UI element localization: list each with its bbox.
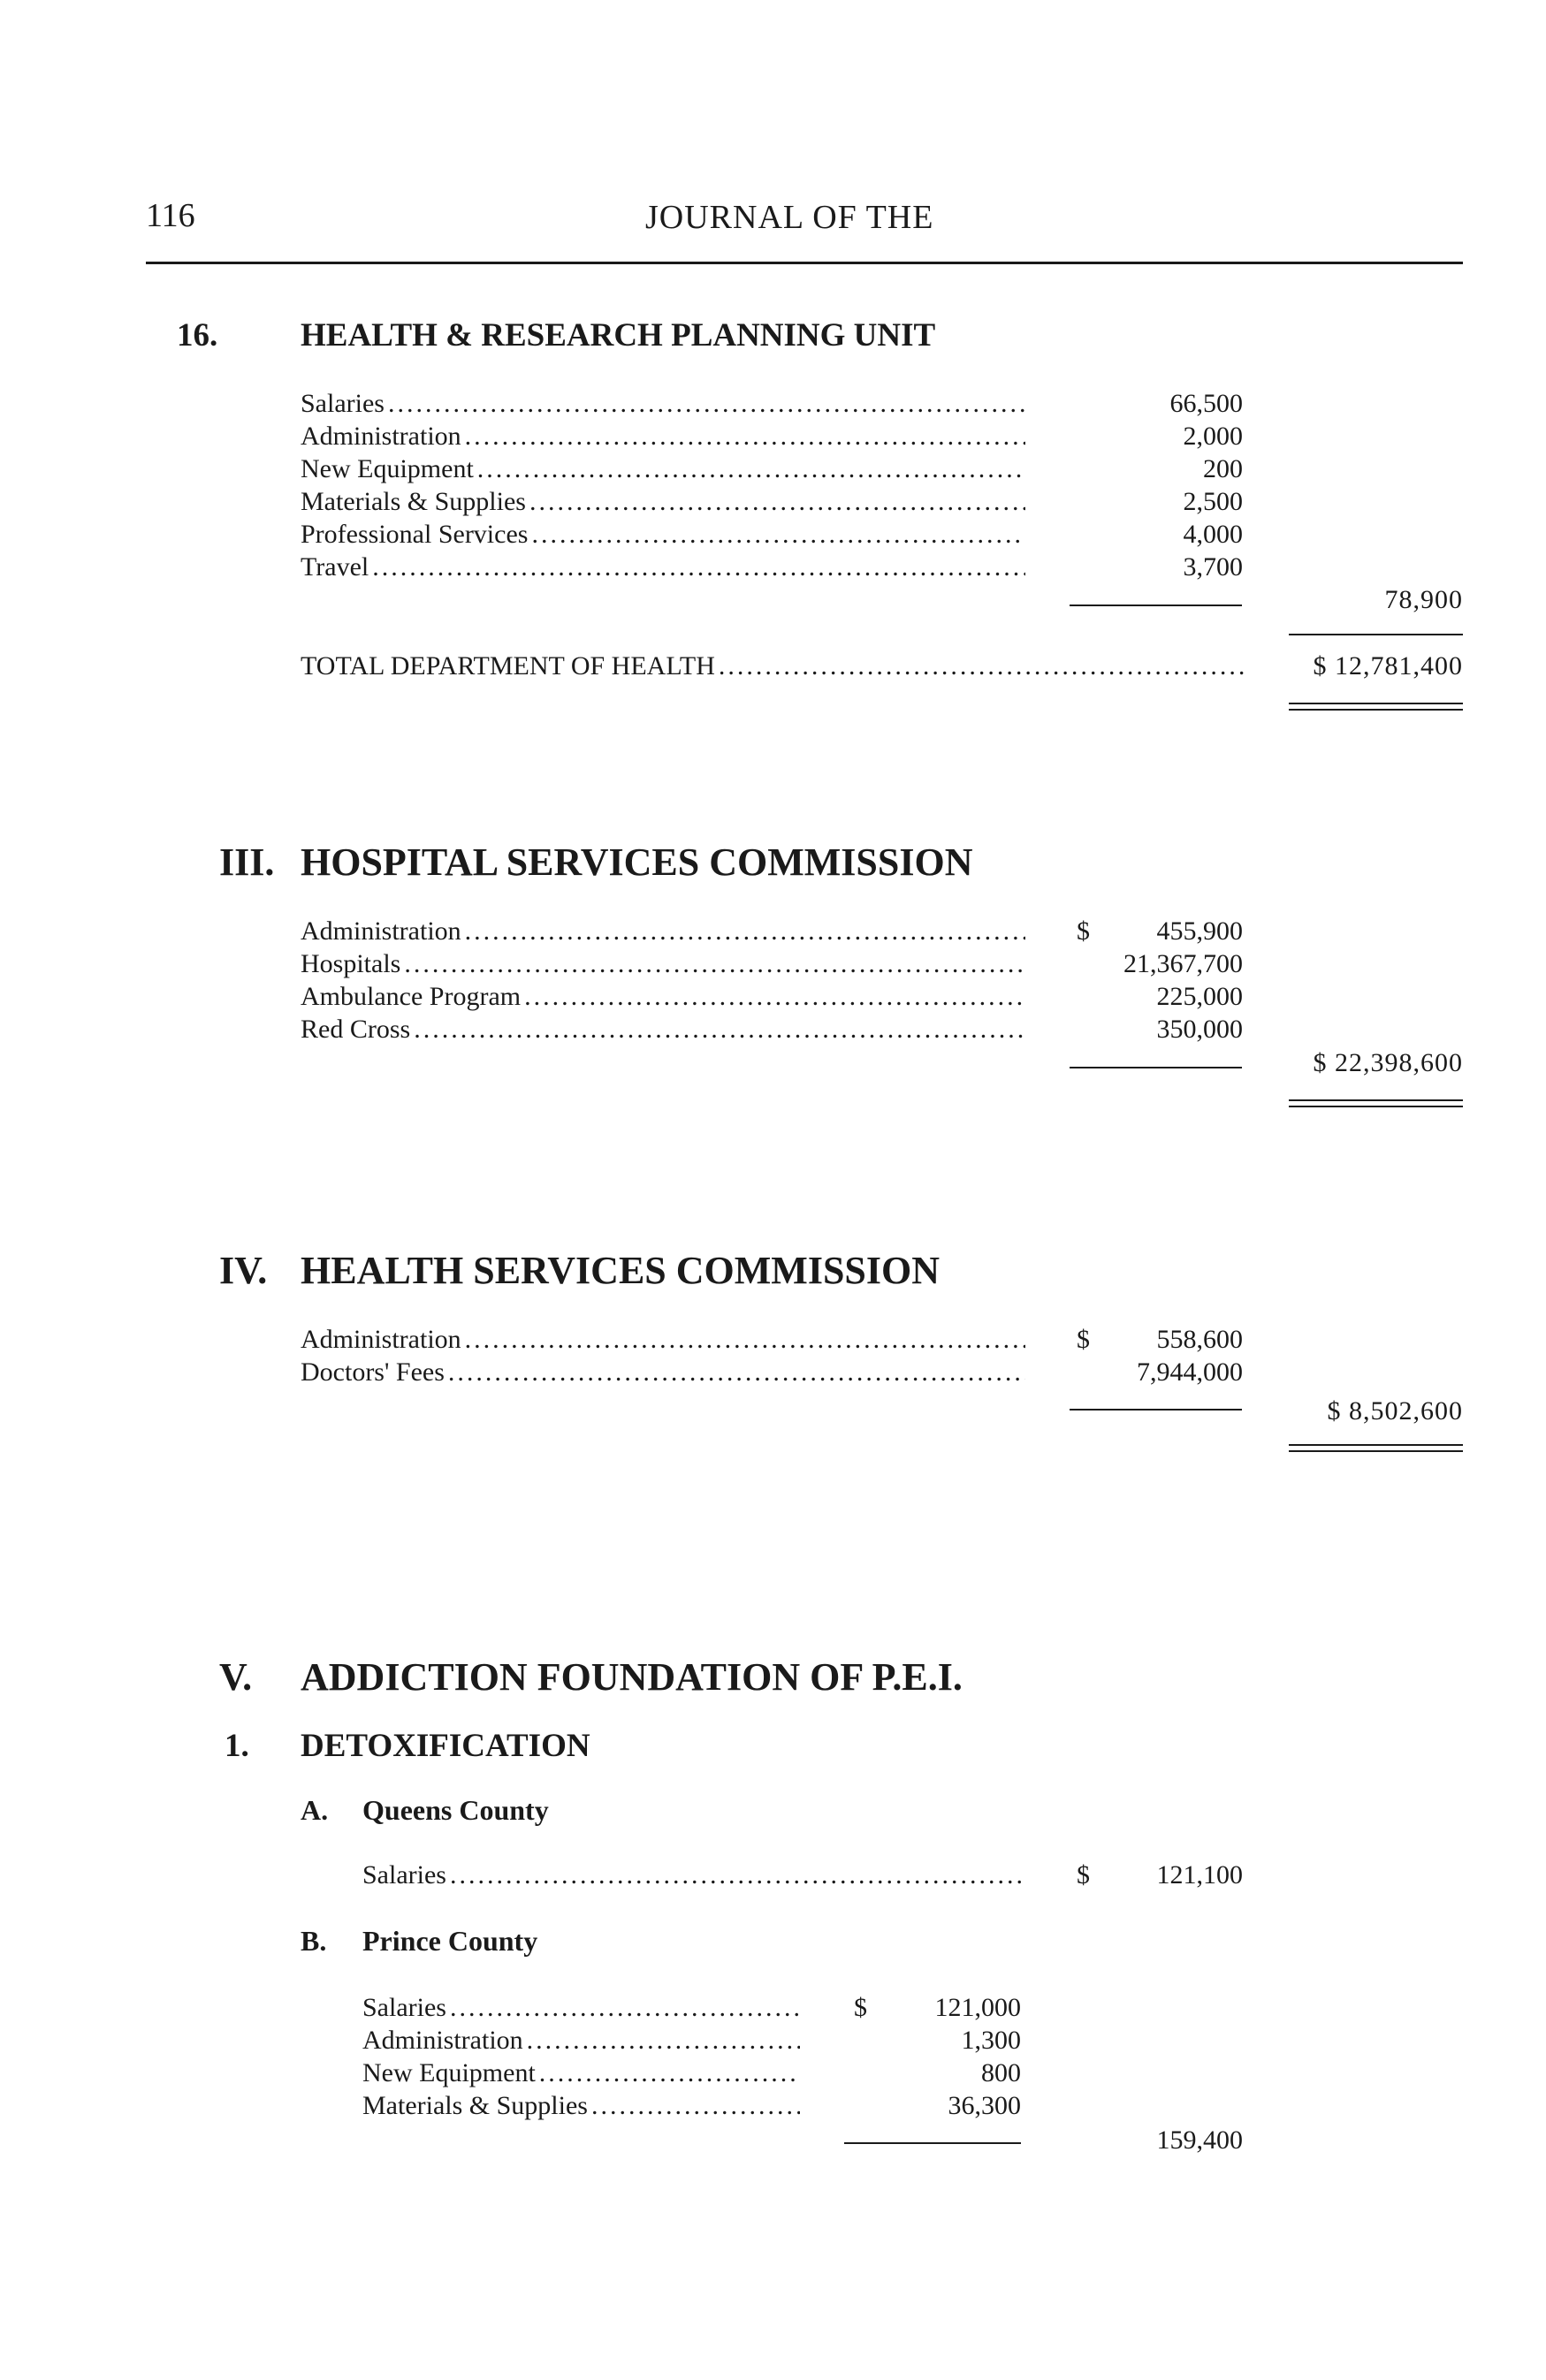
line-item-amount: 4,000 — [1183, 520, 1243, 549]
line-item — [362, 2024, 800, 2057]
currency-symbol: $ — [854, 1993, 867, 2022]
subtotal-rule — [1070, 605, 1242, 606]
section-number: 16. — [177, 317, 218, 354]
line-item-amount: 7,944,000 — [1137, 1357, 1243, 1387]
county-title: Prince County — [362, 1925, 538, 1957]
line-item-label: Salaries — [301, 389, 385, 418]
line-item-label: Salaries — [362, 1993, 446, 2022]
double-rule — [1289, 1444, 1463, 1452]
currency-symbol: $ — [1077, 916, 1090, 946]
total-rule — [1289, 634, 1463, 635]
line-item — [301, 387, 1025, 420]
line-item-amount: 2,000 — [1183, 422, 1243, 451]
double-rule — [1289, 703, 1463, 711]
subtotal-rule — [844, 2142, 1021, 2144]
county-subtotal: 159,400 — [1156, 2125, 1243, 2155]
line-item — [362, 2057, 800, 2089]
line-item — [301, 420, 1025, 452]
line-item-amount: 121,000 — [934, 1993, 1021, 2022]
line-item-label: Administration — [301, 422, 461, 451]
dept-total-line — [301, 650, 1246, 682]
line-item-label: New Equipment — [301, 454, 474, 483]
line-item-label: Salaries — [362, 1860, 446, 1890]
header-rule — [146, 262, 1463, 264]
line-item — [301, 915, 1025, 947]
dept-total-amount: $ 12,781,400 — [1313, 651, 1463, 681]
line-item — [301, 485, 1025, 518]
line-item-amount: 225,000 — [1156, 982, 1243, 1011]
county-title: Queens County — [362, 1794, 549, 1826]
section-number: V. — [219, 1655, 253, 1699]
line-item — [301, 1356, 1025, 1388]
page-number: 116 — [146, 197, 195, 234]
running-header: JOURNAL OF THE — [645, 199, 934, 236]
line-item-label: Administration — [301, 916, 461, 946]
line-item — [362, 2089, 800, 2122]
line-item — [362, 1991, 800, 2024]
subtotal-rule — [1070, 1067, 1242, 1068]
line-item — [362, 1859, 1025, 1891]
subsection-letter: B. — [301, 1925, 327, 1957]
line-item-amount: 558,600 — [1156, 1325, 1243, 1354]
currency-symbol: $ — [1077, 1860, 1090, 1890]
line-item-amount: 66,500 — [1169, 389, 1243, 418]
line-item-label: Professional Services — [301, 520, 529, 549]
section-title: HEALTH & RESEARCH PLANNING UNIT — [301, 317, 936, 354]
line-item-label: Red Cross — [301, 1015, 411, 1044]
line-item-amount: 1,300 — [961, 2026, 1021, 2055]
line-item — [301, 452, 1025, 485]
section-subtotal: 78,900 — [1384, 585, 1463, 614]
line-item-amount: 21,367,700 — [1123, 949, 1243, 978]
line-item — [301, 1013, 1025, 1046]
line-item-amount: 455,900 — [1156, 916, 1243, 946]
section-title: HEALTH SERVICES COMMISSION — [301, 1249, 941, 1292]
subsection-title: DETOXIFICATION — [301, 1728, 590, 1764]
line-item-label: Materials & Supplies — [301, 487, 526, 516]
line-item-amount: 121,100 — [1156, 1860, 1243, 1890]
line-item-amount: 3,700 — [1183, 552, 1243, 582]
line-item-label: Administration — [362, 2026, 523, 2055]
line-item-label: Doctors' Fees — [301, 1357, 445, 1387]
line-item — [301, 980, 1025, 1013]
dept-total-label: TOTAL DEPARTMENT OF HEALTH — [301, 651, 715, 681]
section-total: $ 8,502,600 — [1327, 1396, 1463, 1426]
line-item-label: Administration — [301, 1325, 461, 1354]
line-item — [301, 518, 1025, 551]
line-item — [301, 947, 1025, 980]
currency-symbol: $ — [1077, 1325, 1090, 1354]
double-rule — [1289, 1099, 1463, 1107]
section-number: III. — [219, 840, 275, 884]
line-item-label: Materials & Supplies — [362, 2091, 588, 2120]
line-item — [301, 1323, 1025, 1356]
line-item-label: Hospitals — [301, 949, 401, 978]
line-item-amount: 800 — [981, 2058, 1021, 2087]
subsection-number: 1. — [225, 1728, 249, 1764]
section-number: IV. — [219, 1249, 268, 1292]
line-item-label: Travel — [301, 552, 369, 582]
section-title: ADDICTION FOUNDATION OF P.E.I. — [301, 1655, 963, 1699]
section-title: HOSPITAL SERVICES COMMISSION — [301, 840, 973, 884]
line-item-amount: 36,300 — [948, 2091, 1021, 2120]
line-item-label: Ambulance Program — [301, 982, 522, 1011]
line-item-amount: 200 — [1203, 454, 1243, 483]
line-item-label: New Equipment — [362, 2058, 536, 2087]
line-item-amount: 350,000 — [1156, 1015, 1243, 1044]
line-item — [301, 551, 1025, 583]
subsection-letter: A. — [301, 1794, 329, 1826]
subtotal-rule — [1070, 1409, 1242, 1411]
line-item-amount: 2,500 — [1183, 487, 1243, 516]
section-total: $ 22,398,600 — [1313, 1048, 1463, 1077]
